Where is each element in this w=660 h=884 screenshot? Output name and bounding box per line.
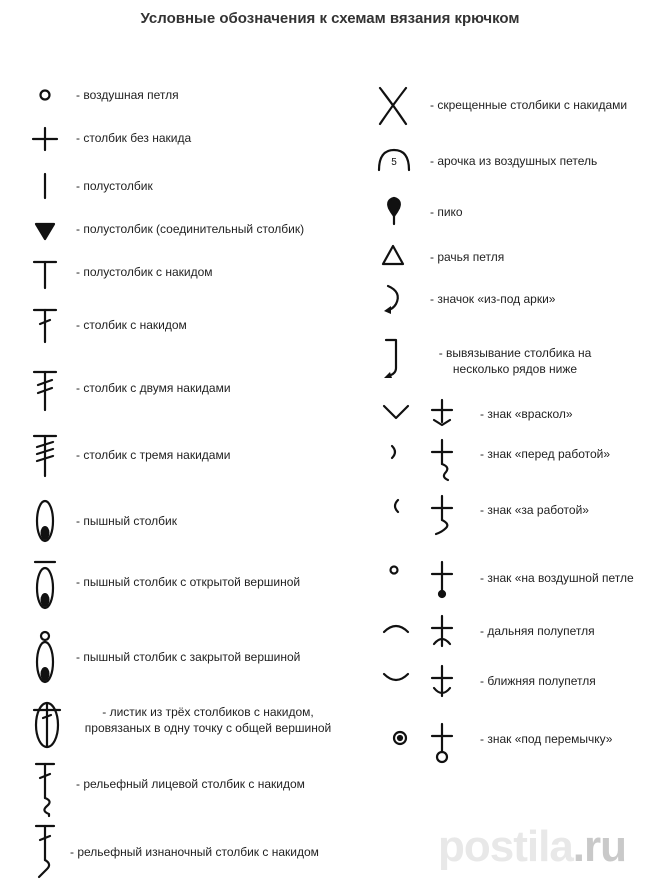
back-post-double-crochet-icon [30, 822, 60, 880]
puff-stitch-icon [30, 496, 60, 546]
watermark-name: postila [438, 822, 573, 871]
legend-label-picot: - пико [430, 205, 463, 219]
legend-label-half-double-crochet: - полустолбик с накидом [76, 265, 213, 279]
puff-stitch-open-top-icon [30, 558, 60, 612]
legend-label-treble-crochet: - столбик с двумя накидами [76, 381, 231, 395]
legend-label-in-front-sign: - знак «перед работой» [480, 447, 611, 461]
crab-stitch-icon [378, 242, 408, 268]
front-post-double-crochet-icon [30, 760, 60, 818]
spike-stitch-label-line2: несколько рядов ниже [452, 362, 578, 376]
legend-label-chain-stitch: - воздушная петля [76, 88, 179, 102]
legend-label-split-sign: - знак «враскол» [480, 407, 573, 421]
legend-label-double-crochet: - столбик с накидом [76, 318, 187, 332]
page-title: Условные обозначения к схемам вязания крючком [140, 10, 520, 27]
under-arch-sign-icon [378, 282, 408, 316]
picot-icon [380, 196, 408, 228]
chain-arch-number: 5 [391, 157, 397, 168]
treble-crochet-icon [30, 368, 60, 412]
in-front-sign-icon [378, 436, 474, 484]
chain-stitch-icon [30, 84, 60, 106]
legend-label-front-loop-sign: - ближняя полупетля [480, 674, 596, 688]
under-bar-sign-icon [378, 720, 474, 766]
spike-stitch-label-line1: - вывязывание столбика на [438, 346, 592, 360]
slip-stitch-filled-icon [30, 220, 60, 242]
legend-label-under-bar-sign: - знак «под перемычку» [480, 732, 613, 746]
front-loop-sign-icon [378, 662, 474, 702]
split-sign-icon [378, 396, 474, 430]
legend-label-under-arch-sign: - значок «из-под арки» [430, 292, 556, 306]
legend-label-puff-stitch-closed-top: - пышный столбик с закрытой вершиной [76, 650, 301, 664]
legend-label-single-crochet: - столбик без накида [76, 131, 192, 145]
back-loop-sign-icon [378, 612, 474, 650]
leaf-cluster-label-line1: - листик из трёх столбиков с накидом, [102, 705, 314, 719]
leaf-cluster-icon [30, 700, 64, 750]
puff-stitch-closed-top-icon [30, 628, 60, 684]
behind-sign-icon [378, 492, 474, 540]
legend-label-slip-stitch: - полустолбик [76, 179, 153, 193]
legend-label-puff-stitch: - пышный столбик [76, 514, 177, 528]
spike-stitch-icon [378, 336, 408, 380]
legend-label-crossed-double-crochet: - скрещенные столбики с накидами [430, 98, 628, 112]
legend-label-back-post-double-crochet: - рельефный изнаночный столбик с накидом [70, 845, 319, 859]
legend-label-crab-stitch: - рачья петля [430, 250, 505, 264]
crossed-double-crochet-icon [376, 84, 410, 128]
legend-label-chain-arch: - арочка из воздушных петель [430, 154, 598, 168]
single-crochet-icon [30, 126, 60, 152]
legend-label-front-post-double-crochet: - рельефный лицевой столбик с накидом [76, 777, 305, 791]
half-double-crochet-icon [30, 258, 60, 290]
watermark-tld: .ru [572, 822, 627, 871]
legend-label-slip-stitch-filled: - полустолбик (соединительный столбик) [76, 222, 305, 236]
on-chain-sign-icon [378, 558, 474, 600]
legend-label-on-chain-sign: - знак «на воздушной петле [480, 571, 634, 585]
watermark-logo [438, 822, 626, 872]
legend-label-back-loop-sign: - дальняя полупетля [480, 624, 595, 638]
legend-label-leaf-cluster [62, 704, 354, 736]
legend-label-double-treble-crochet: - столбик с тремя накидами [76, 448, 231, 462]
legend-label-spike-stitch [426, 345, 604, 377]
slip-stitch-icon [30, 172, 60, 200]
double-crochet-icon [30, 306, 60, 344]
leaf-cluster-label-line2: провязаных в одну точку с общей вершиной [84, 721, 332, 735]
legend-label-puff-stitch-open-top: - пышный столбик с открытой вершиной [76, 575, 301, 589]
double-treble-crochet-icon [30, 432, 60, 478]
legend-label-behind-sign: - знак «за работой» [480, 503, 589, 517]
chain-arch-icon [374, 144, 414, 174]
